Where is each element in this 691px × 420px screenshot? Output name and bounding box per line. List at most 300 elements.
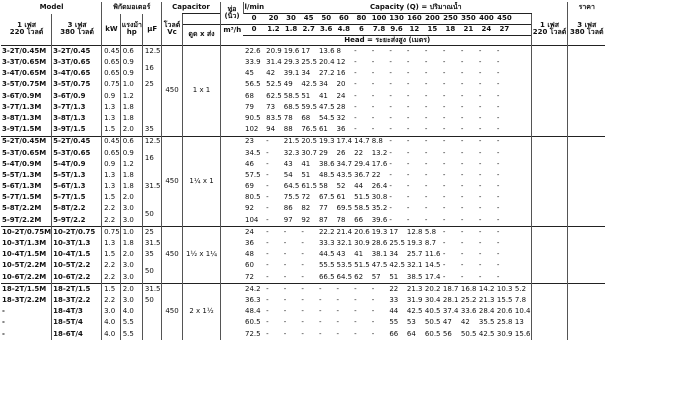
price-1phase — [531, 80, 567, 91]
head-value: 72 — [301, 193, 311, 202]
head-value: 49 — [283, 80, 293, 89]
head-value: 58.5 — [283, 91, 300, 100]
head-value: 26.4 — [371, 182, 388, 191]
head-value: - — [406, 204, 410, 213]
head-value: 14.2 — [477, 283, 495, 295]
head-value: - — [460, 261, 464, 270]
head-value: 51 — [301, 91, 311, 100]
capacitor-vc: 450 — [161, 283, 182, 339]
head-value: 17.4 — [335, 136, 353, 148]
head-value: - — [301, 250, 304, 259]
head-value: - — [478, 204, 482, 213]
head-value: 5.2 — [513, 283, 531, 295]
head-value: - — [424, 58, 428, 67]
table-row — [1, 102, 605, 113]
table-row — [1, 46, 605, 58]
head-value: - — [371, 307, 375, 316]
model-3phase: 5-3T/0.65 — [52, 148, 102, 159]
head-value: 20.2 — [423, 283, 441, 295]
head-value: - — [389, 159, 392, 168]
price-1phase — [531, 261, 567, 272]
head-value: - — [459, 46, 477, 58]
table-row — [1, 238, 605, 249]
head-value: 35.2 — [371, 204, 388, 213]
head-value: - — [389, 204, 392, 213]
head-value-pad — [513, 204, 531, 215]
head-value: - — [318, 295, 322, 304]
head-value: 16.8 — [459, 283, 477, 295]
model-1phase: 3-8T/1.3M — [2, 113, 42, 122]
head-value: 45 — [245, 69, 254, 78]
head-value: - — [478, 182, 482, 191]
price-3phase — [567, 272, 605, 284]
head-value: 39.6 — [371, 215, 388, 224]
header-lmin-spacer — [182, 14, 220, 25]
head-value: 69.5 — [336, 204, 353, 213]
head-value: 20.4 — [318, 58, 335, 67]
price-1phase — [531, 181, 567, 192]
model-3phase: 10-2T/0.75 — [52, 227, 102, 239]
header-220v: 220 โวลต์ — [9, 28, 44, 37]
model-1phase: 5-4T/0.9M — [2, 159, 42, 168]
head-value: - — [478, 80, 482, 89]
head-value: - — [371, 102, 375, 111]
head-value-pad — [513, 261, 531, 272]
head-value: 46 — [245, 159, 254, 168]
m3h-value: 24 — [477, 25, 495, 36]
model-1phase: 5-7T/1.5M — [2, 193, 42, 202]
motor-hp: 3.0 — [120, 204, 142, 215]
head-value: - — [424, 102, 428, 111]
head-value: 47.5 — [318, 102, 335, 111]
head-value: - — [496, 69, 500, 78]
head-value: - — [478, 159, 482, 168]
head-value: 22 — [371, 170, 381, 179]
head-value: 11.6 — [424, 250, 441, 259]
motor-hp: 2.0 — [120, 192, 142, 203]
lmin-values-row — [1, 14, 605, 25]
row-spacer — [220, 181, 243, 192]
head-value: 47 — [442, 318, 452, 327]
head-value: - — [336, 295, 340, 304]
head-value: - — [459, 136, 477, 148]
header-capacity: Capacity (Q) = ปริมาณน้ำ — [370, 2, 462, 11]
price-1phase — [531, 68, 567, 79]
head-value: - — [371, 329, 375, 338]
head-value: 19.6 — [282, 46, 300, 58]
header-price-3phase — [567, 14, 605, 46]
price-3phase — [567, 102, 605, 113]
head-value: - — [478, 239, 482, 248]
head-value: 10.4 — [514, 307, 531, 316]
head-value: 104 — [245, 215, 259, 224]
head-value-pad — [513, 102, 531, 113]
head-value: - — [424, 182, 428, 191]
head-value: - — [406, 215, 410, 224]
model-3phase: 3-3T/0.65 — [52, 57, 102, 68]
model-3phase: 18-2T/1.5 — [52, 283, 102, 295]
head-value: 13 — [514, 318, 524, 327]
head-value: 22 — [387, 283, 405, 295]
head-value: - — [283, 295, 287, 304]
price-3phase — [567, 329, 605, 340]
head-value: 34 — [389, 250, 399, 259]
head-value: - — [496, 80, 500, 89]
price-1phase — [531, 318, 567, 329]
head-value: - — [460, 204, 464, 213]
table-header — [1, 2, 605, 46]
model-1phase: - — [2, 318, 5, 327]
head-value-pad — [513, 272, 531, 284]
head-value: - — [406, 125, 410, 134]
motor-hp: 2.0 — [120, 283, 142, 295]
head-value: 43 — [336, 250, 346, 259]
head-value: 34.5 — [245, 148, 261, 157]
head-value: 22 — [354, 148, 364, 157]
head-value: - — [406, 80, 410, 89]
head-value: 31.9 — [406, 295, 423, 304]
head-value: - — [478, 272, 482, 281]
row-spacer — [220, 192, 243, 203]
head-value: - — [496, 193, 500, 202]
pipe-size: 1¼ x 1 — [182, 136, 220, 227]
price-1phase — [531, 215, 567, 227]
head-value: 33.3 — [318, 239, 335, 248]
head-value: 28.1 — [442, 295, 459, 304]
price-3phase — [567, 192, 605, 203]
head-value: 57.5 — [245, 170, 261, 179]
head-value: - — [424, 159, 428, 168]
head-value: - — [389, 69, 392, 78]
head-value: 88 — [283, 125, 293, 134]
model-1phase: 3-5T/0.75M — [2, 80, 47, 89]
price-3phase — [567, 181, 605, 192]
head-value: - — [442, 91, 446, 100]
head-value: 52 — [336, 182, 346, 191]
head-value: 13.6 — [317, 46, 335, 58]
model-3phase: 3-5T/0.75 — [52, 80, 102, 91]
row-spacer — [220, 91, 243, 102]
price-3phase — [567, 227, 605, 239]
head-value: - — [354, 125, 357, 134]
head-value: 44 — [354, 182, 364, 191]
price-1phase — [531, 170, 567, 181]
head-value: 22.2 — [317, 227, 335, 239]
m3h-value-pad — [513, 25, 531, 36]
header-hp-thai: แรงม้า — [121, 20, 142, 29]
capacitor-uf: 31.5 — [142, 238, 161, 249]
m3h-value: 4.8 — [335, 25, 353, 36]
head-value: 79 — [245, 102, 254, 111]
head-value: 25.7 — [406, 250, 423, 259]
head-value: 5.8 — [423, 227, 441, 239]
model-1phase: 3-9T/1.5M — [2, 125, 42, 134]
head-value: 56 — [442, 329, 452, 338]
price-1phase — [531, 148, 567, 159]
m3h-value: 2.7 — [299, 25, 317, 36]
capacitor-uf: 35 — [142, 124, 161, 136]
head-value: 29 — [318, 148, 328, 157]
head-value: - — [389, 91, 392, 100]
head-value: 68 — [245, 91, 254, 100]
table-row — [1, 57, 605, 68]
model-3phase: 10-6T/2.2 — [52, 272, 102, 284]
head-value: - — [478, 193, 482, 202]
pump-spec-table — [1, 2, 605, 340]
motor-hp: 0.6 — [120, 136, 142, 148]
head-value: - — [301, 272, 304, 281]
capacitor-uf: 35 — [142, 249, 161, 260]
head-value: - — [301, 329, 304, 338]
head-value: - — [354, 113, 357, 122]
price-3phase — [567, 113, 605, 124]
head-value: - — [496, 250, 500, 259]
row-spacer — [220, 249, 243, 260]
head-value: - — [460, 182, 464, 191]
head-value: - — [389, 102, 392, 111]
head-value: - — [283, 307, 287, 316]
head-value: 23 — [243, 136, 264, 148]
price-1phase — [531, 102, 567, 113]
head-value: - — [389, 113, 392, 122]
table-row — [1, 113, 605, 124]
capacitor-uf: 25 — [142, 80, 161, 91]
price-3phase — [567, 148, 605, 159]
model-3phase: 5-2T/0.45 — [52, 136, 102, 148]
header-motor-rating: พิกัดมอเตอร์ — [102, 2, 161, 14]
header-uf: µF — [142, 14, 161, 46]
motor-kw: 1.3 — [102, 170, 121, 181]
head-value-pad — [513, 170, 531, 181]
model-3phase: 3-7T/1.3 — [52, 102, 102, 113]
model-1phase: 5-2T/0.45M — [1, 136, 52, 148]
motor-hp: 1.0 — [120, 227, 142, 239]
head-value: 87 — [318, 215, 328, 224]
head-value: 56.5 — [245, 80, 261, 89]
head-value: - — [424, 204, 428, 213]
head-value: - — [301, 295, 304, 304]
head-value: 34 — [318, 80, 328, 89]
head-value: 19.3 — [370, 227, 388, 239]
capacitor-uf: 50 — [142, 261, 161, 284]
motor-hp: 1.8 — [120, 181, 142, 192]
head-value: 48.4 — [245, 307, 261, 316]
pipe-size: 1 x 1 — [182, 46, 220, 137]
head-value: - — [387, 46, 405, 58]
motor-kw: 1.3 — [102, 102, 121, 113]
head-value: - — [424, 148, 428, 157]
row-spacer — [220, 283, 243, 295]
motor-hp: 0.9 — [120, 148, 142, 159]
head-value: 42 — [460, 318, 470, 327]
head-value: - — [264, 227, 282, 239]
price-3phase — [567, 68, 605, 79]
model-3phase: 5-7T/1.5 — [52, 192, 102, 203]
head-value: 37.4 — [442, 307, 459, 316]
head-value: - — [389, 80, 392, 89]
head-value: - — [354, 80, 357, 89]
motor-kw: 2.2 — [102, 295, 121, 306]
price-1phase — [531, 113, 567, 124]
header-price-220v: 220 โวลต์ — [532, 28, 567, 37]
head-value: 12.8 — [405, 227, 423, 239]
capacitor-uf — [142, 91, 161, 125]
head-value: - — [266, 295, 269, 304]
model-1phase: 3-7T/1.3M — [2, 102, 42, 111]
motor-hp: 1.8 — [120, 238, 142, 249]
pipe-size: 2 x 1½ — [182, 283, 220, 339]
head-value: 25.2 — [460, 295, 477, 304]
price-1phase — [531, 192, 567, 203]
head-value: 30.9 — [496, 329, 513, 338]
head-value: 21.3 — [405, 283, 423, 295]
head-value: 22.6 — [243, 46, 264, 58]
head-value: 28.6 — [371, 239, 388, 248]
price-1phase — [531, 159, 567, 170]
head-value: - — [406, 102, 410, 111]
head-value: - — [336, 318, 340, 327]
head-value: 13.2 — [371, 148, 388, 157]
head-value: - — [442, 170, 446, 179]
motor-kw: 1.5 — [102, 283, 121, 295]
head-value-pad — [513, 136, 531, 148]
motor-kw: 2.2 — [102, 272, 121, 284]
m3h-value: 1.8 — [282, 25, 300, 36]
head-value: - — [442, 125, 446, 134]
head-value: 62.5 — [266, 91, 282, 100]
head-value: - — [318, 318, 322, 327]
table-row — [1, 227, 605, 239]
head-value: - — [478, 215, 482, 224]
pump-spec-table-container — [1, 2, 605, 340]
model-3phase: 18-3T/2.2 — [52, 295, 102, 306]
head-value: - — [442, 69, 446, 78]
head-value: - — [371, 58, 375, 67]
lmin-value: 130 — [387, 14, 405, 25]
head-value: 72.5 — [245, 329, 261, 338]
head-value: - — [266, 159, 269, 168]
head-value: - — [495, 136, 513, 148]
table-row — [1, 329, 605, 340]
head-value: 34 — [301, 69, 311, 78]
head-value: - — [460, 125, 464, 134]
head-value: - — [478, 148, 482, 157]
head-value: - — [266, 170, 269, 179]
head-value: 32 — [336, 113, 346, 122]
head-value: - — [406, 182, 410, 191]
header-1phase — [1, 14, 52, 46]
head-value: 24.2 — [243, 283, 264, 295]
motor-kw: 1.5 — [102, 192, 121, 203]
head-value: - — [460, 239, 464, 248]
head-value: - — [301, 318, 304, 327]
model-3phase: 5-8T/2.2 — [52, 204, 102, 215]
head-value: - — [371, 69, 375, 78]
head-value: - — [336, 307, 340, 316]
head-value: 82 — [301, 204, 311, 213]
header-m3h-spacer — [220, 36, 243, 46]
table-row — [1, 318, 605, 329]
head-value: - — [495, 227, 513, 239]
model-1phase: 18-3T/2.2M — [2, 295, 47, 304]
head-value: 18.7 — [441, 283, 459, 295]
head-value: - — [406, 193, 410, 202]
motor-kw: 2.2 — [102, 215, 121, 227]
head-value: - — [301, 307, 304, 316]
head-value: 12 — [336, 58, 346, 67]
capacitor-uf — [142, 306, 161, 317]
table-row — [1, 136, 605, 148]
table-body — [1, 46, 605, 340]
price-1phase — [531, 329, 567, 340]
head-value: 8.7 — [424, 239, 437, 248]
head-value: - — [266, 329, 269, 338]
head-value: 80.5 — [245, 193, 261, 202]
price-1phase — [531, 204, 567, 215]
head-value: - — [406, 170, 410, 179]
head-value: 36 — [336, 125, 346, 134]
head-value: - — [442, 80, 446, 89]
head-value: - — [370, 46, 388, 58]
head-value: 24 — [336, 91, 346, 100]
price-3phase — [567, 295, 605, 306]
head-value-pad — [513, 159, 531, 170]
head-value: 72 — [245, 272, 254, 281]
head-value: 32.3 — [283, 148, 300, 157]
m3h-value: 9.6 — [387, 25, 405, 36]
capacitor-uf: 12.5 — [142, 46, 161, 58]
model-1phase: 18-2T/1.5M — [1, 283, 52, 295]
header-price-1phase-label: 1 เฟส — [540, 20, 559, 29]
row-spacer — [220, 113, 243, 124]
head-value: 62 — [354, 272, 364, 281]
motor-hp: 2.0 — [120, 249, 142, 260]
table-row — [1, 159, 605, 170]
head-value: - — [460, 58, 464, 67]
head-value: 25.8 — [496, 318, 513, 327]
motor-hp: 1.8 — [120, 170, 142, 181]
head-value: - — [406, 58, 410, 67]
head-value: - — [283, 272, 287, 281]
head-value: - — [282, 283, 300, 295]
head-value: 60.5 — [245, 318, 261, 327]
capacitor-vc: 450 — [161, 227, 182, 284]
head-value: 60.5 — [424, 329, 441, 338]
model-1phase: - — [2, 329, 5, 338]
header-vc-thai: โวลต์ — [163, 20, 181, 29]
price-3phase — [567, 238, 605, 249]
header-pipe — [220, 2, 243, 25]
header-hp — [120, 14, 142, 46]
motor-hp: 3.0 — [120, 261, 142, 272]
head-value: - — [266, 239, 269, 248]
model-3phase: 3-9T/1.5 — [52, 124, 102, 136]
head-value: 64.5 — [283, 182, 300, 191]
head-value: 78 — [283, 113, 293, 122]
model-3phase: 18-4T/3 — [52, 306, 102, 317]
head-value: - — [460, 148, 464, 157]
head-value: - — [478, 58, 482, 67]
head-value: 61.5 — [301, 182, 317, 191]
row-spacer — [220, 80, 243, 91]
head-value: 92 — [245, 204, 254, 213]
head-value: - — [496, 125, 500, 134]
lmin-value: 160 — [405, 14, 423, 25]
head-value: 41 — [354, 250, 364, 259]
model-3phase: 5-5T/1.3 — [52, 170, 102, 181]
head-value: 61 — [336, 193, 346, 202]
head-value: - — [354, 69, 357, 78]
